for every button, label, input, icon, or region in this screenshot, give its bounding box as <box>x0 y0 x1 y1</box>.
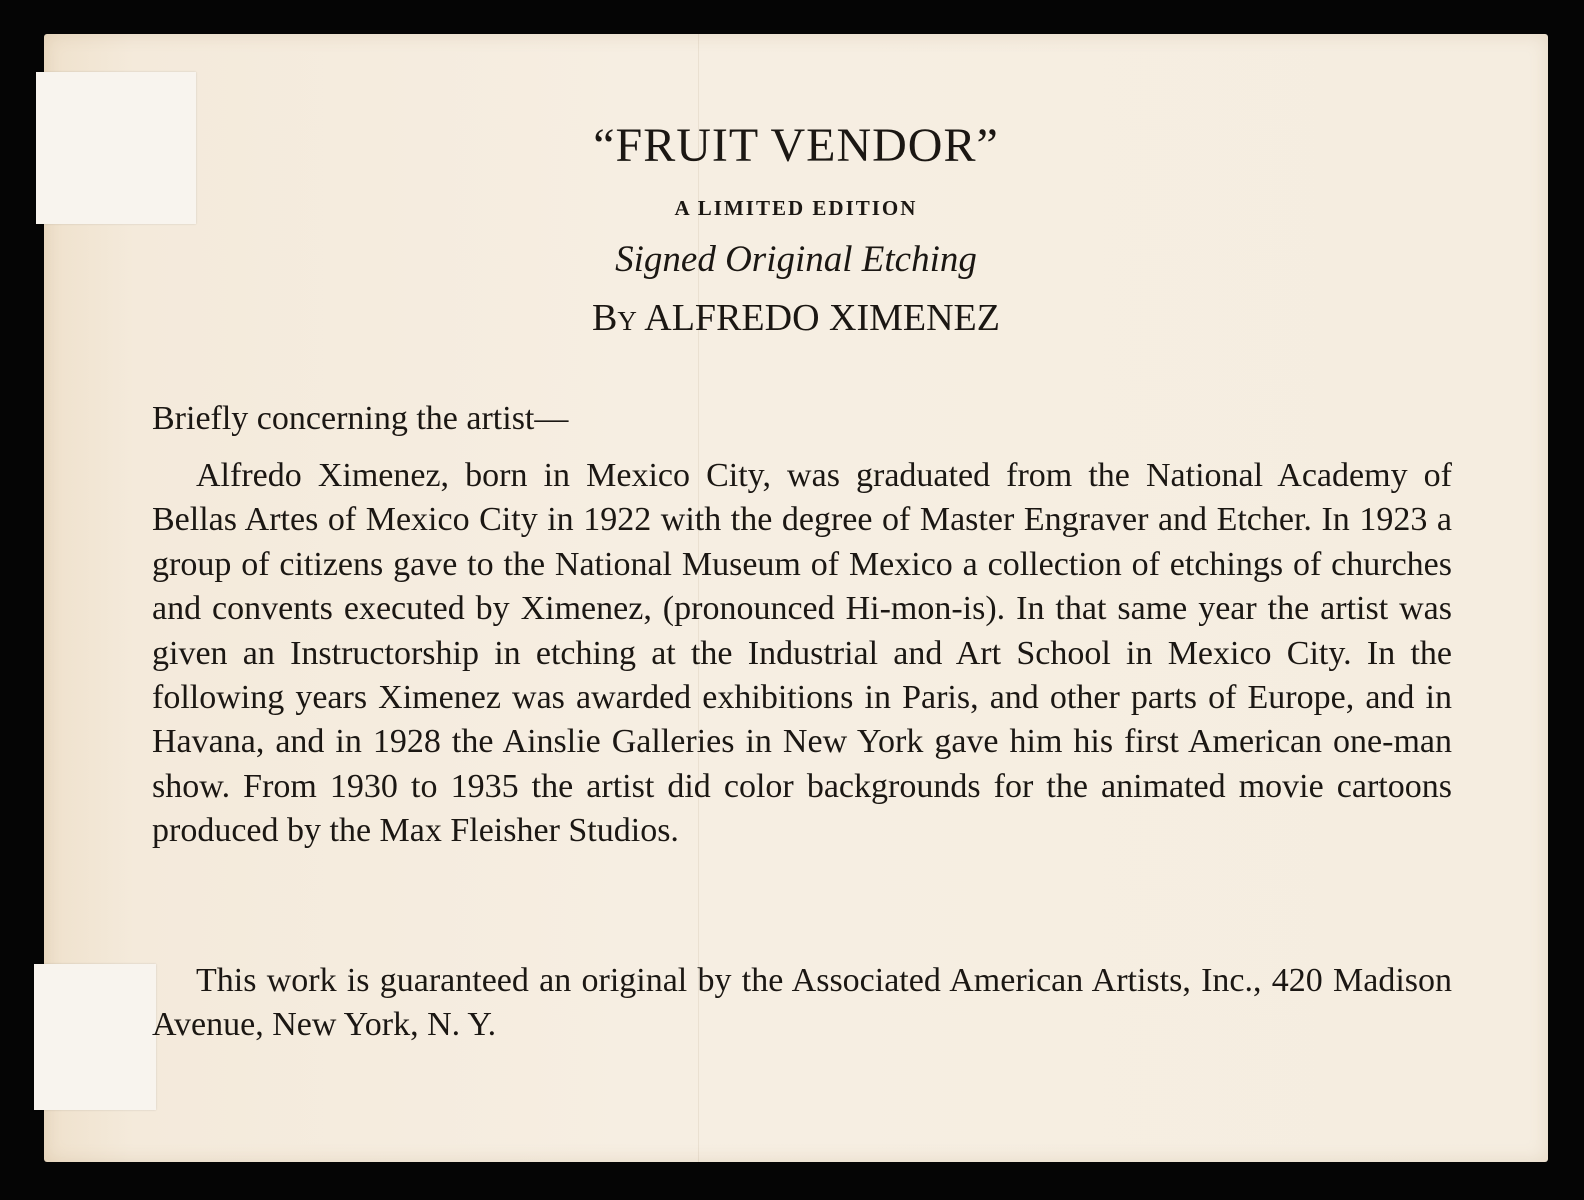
etching-subtitle: Signed Original Etching <box>615 239 977 280</box>
artist-biography-paragraph: Alfredo Ximenez, born in Mexico City, was graduated from the National Academy of Bellas Artes of Mexico City in 1922 with the degree of Master Engraver and Etcher. In 1923 a group of citizens gave to the National Museum of Mexico a collection of etchings of churches and convents executed by Ximenez, (pronounced Hi-mon-is). In that same year the artist was given an Instructorship in etching at the Industrial and Art School in Mexico City. In the following years Ximenez was awarded exhibitions in Paris, and other parts of Europe, and in Havana, and in 1928 the Ainslie Galleries in New York gave him his first American one-man show. From 1930 to 1935 the artist did color backgrounds for the animated movie cartoons produced by the Max Fleisher Studios. <box>152 457 1452 850</box>
tape-strip-bottom <box>34 964 156 1110</box>
artist-byline <box>44 296 1548 340</box>
byline-prefix: By <box>592 297 637 339</box>
artwork-title: “FRUIT VENDOR” <box>593 119 999 172</box>
artist-name: ALFREDO XIMENEZ <box>644 297 1000 339</box>
guarantee-paragraph: This work is guaranteed an original by the Associated American Artists, Inc., 420 Madison Avenue, New York, N. Y. <box>152 962 1452 1044</box>
edition-label: A LIMITED EDITION <box>674 196 918 220</box>
intro-line: Briefly concerning the artist— <box>152 400 569 437</box>
